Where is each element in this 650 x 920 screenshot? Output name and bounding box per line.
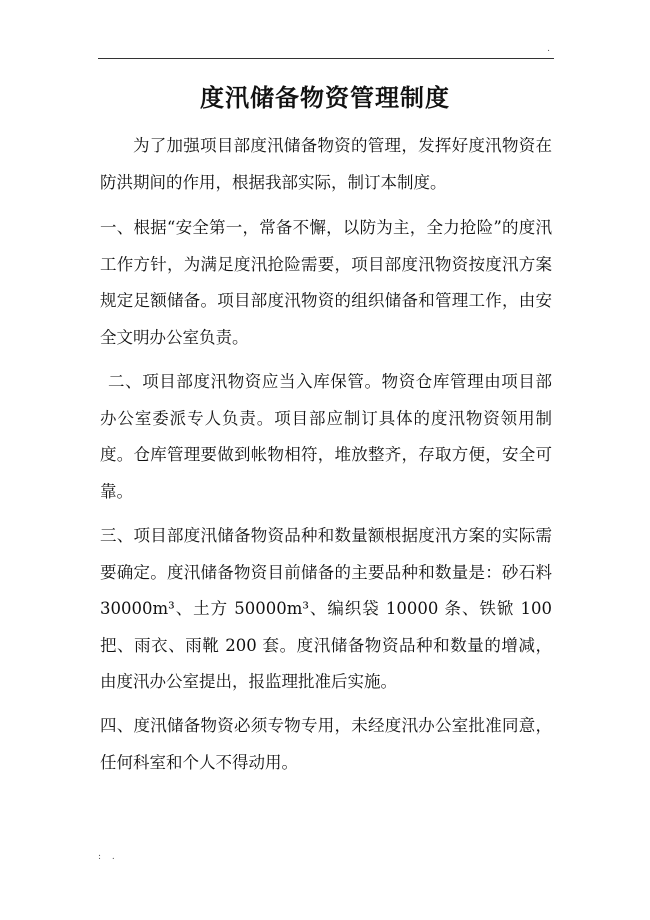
footer-mark: : .	[98, 852, 119, 862]
paragraph-1: 一、根据“安全第一，常备不懈，以防为主，全力抢险”的度汛工作方针，为满足度汛抢险需要，项目部度汛物资按度汛方案规定足额储备。项目部度汛物资的组织储备和管理工作，由安全文明办公室负责。	[100, 218, 552, 347]
paragraph-4: 四、度汛储备物资必须专物专用，未经度汛办公室批准同意，任何科室和个人不得动用。	[100, 716, 552, 772]
header-rule	[98, 58, 554, 59]
paragraph-intro: 为了加强项目部度汛储备物资的管理，发挥好度汛物资在防洪期间的作用，根据我部实际，制订本制度。	[100, 136, 552, 192]
paragraph-2: 二、项目部度汛物资应当入库保管。物资仓库管理由项目部办公室委派专人负责。项目部应制订具体的度汛物资领用制度。仓库管理要做到帐物相符，堆放整齐，存取方便，安全可靠。	[100, 372, 552, 501]
header-mark: .	[547, 44, 550, 54]
paragraph-3: 三、项目部度汛储备物资品种和数量额根据度汛方案的实际需要确定。度汛储备物资目前储备的主要品种和数量是：砂石料 30000m³、土方 50000m³、编织袋 10000 条、铁锨 100 把、雨衣、雨靴 200 套。度汛储备物资品种和数量的增减，由度汛办公室提出，报监理批准后实施。	[100, 526, 552, 691]
document-title: 度汛储备物资管理制度	[200, 84, 450, 112]
